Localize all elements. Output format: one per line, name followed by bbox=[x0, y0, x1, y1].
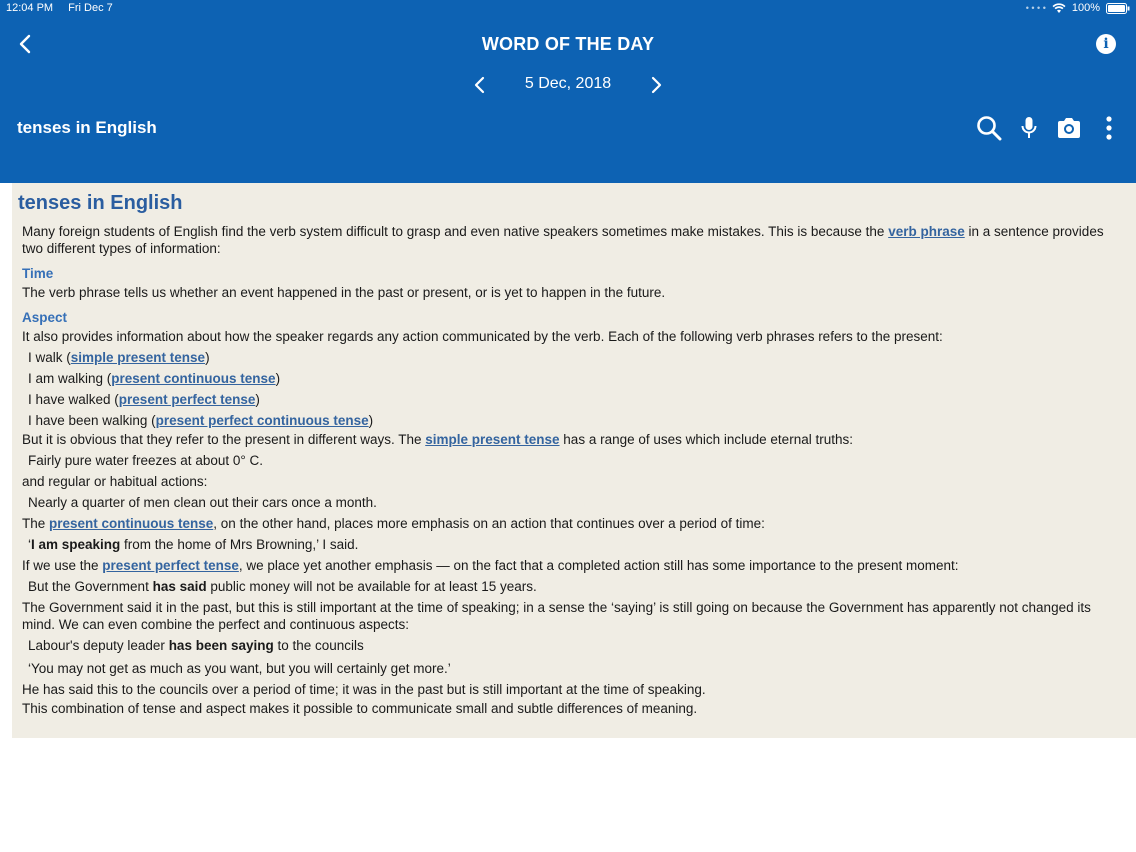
toolbar bbox=[976, 114, 1122, 142]
government-paragraph: The Government said it in the past, but this is still important at the time of speaking; in a sense the ‘saying’ is still going on because the Government has apparently not changed its mind. We can even combine the perfect and continuous aspects: bbox=[22, 600, 1091, 632]
link-present-perfect-tense[interactable]: present perfect tense bbox=[118, 392, 256, 407]
battery-icon bbox=[1106, 3, 1130, 14]
camera-button[interactable] bbox=[1056, 114, 1082, 142]
status-time: 12:04 PM bbox=[6, 2, 54, 14]
voice-search-button[interactable] bbox=[1016, 114, 1042, 142]
search-icon bbox=[976, 115, 1002, 141]
example-item: ‘I am speaking from the home of Mrs Browning,’ I said. bbox=[28, 537, 359, 552]
status-bar-right bbox=[1026, 2, 1130, 14]
search-button[interactable] bbox=[976, 114, 1002, 142]
link-verb-phrase[interactable]: verb phrase bbox=[888, 224, 965, 239]
search-term[interactable]: tenses in English bbox=[17, 118, 157, 137]
top-bar bbox=[0, 0, 1136, 183]
present-continuous-paragraph: The present continuous tense, on the other hand, places more emphasis on an action that continues over a period of time: bbox=[22, 516, 765, 531]
signal-dots-icon: • • • • bbox=[1025, 3, 1046, 13]
battery-percent: 100% bbox=[1071, 2, 1100, 14]
link-simple-present-tense[interactable]: simple present tense bbox=[425, 432, 560, 447]
final-paragraph: This combination of tense and aspect makes it possible to communicate small and subtle differences of meaning. bbox=[22, 701, 698, 716]
camera-icon bbox=[1056, 116, 1082, 140]
simple-present-paragraph: But it is obvious that they refer to the present in different ways. The simple present tense has a range of uses which include eternal truths: bbox=[22, 432, 853, 447]
example-item: Labour's deputy leader has been saying to the councils bbox=[28, 638, 364, 653]
example-item: But the Government has said public money will not be available for at least 15 years. bbox=[28, 579, 537, 594]
more-vertical-icon bbox=[1105, 115, 1113, 141]
next-day-button[interactable] bbox=[646, 74, 666, 96]
status-date: Fri Dec 7 bbox=[68, 2, 113, 14]
example-item: I walk (simple present tense) bbox=[28, 350, 210, 365]
example-item: Fairly pure water freezes at about 0° C. bbox=[28, 453, 264, 468]
aspect-paragraph: It also provides information about how the speaker regards any action communicated by the verb. Each of the following verb phrases refers to the present: bbox=[22, 329, 943, 344]
time-paragraph: The verb phrase tells us whether an event happened in the past or present, or is yet to happen in the future. bbox=[22, 285, 666, 300]
intro-paragraph: Many foreign students of English find the verb system difficult to grasp and even native speakers sometimes make mistakes. This is because the verb phrase in a sentence provides two different types of information: bbox=[22, 224, 1104, 256]
microphone-icon bbox=[1020, 115, 1038, 141]
info-icon[interactable]: i bbox=[1096, 34, 1116, 54]
article-panel bbox=[12, 183, 1136, 738]
link-present-perfect-continuous-tense[interactable]: present perfect continuous tense bbox=[155, 413, 369, 428]
section-heading-time: Time bbox=[22, 266, 54, 281]
example-item: I am walking (present continuous tense) bbox=[28, 371, 281, 386]
more-options-button[interactable] bbox=[1096, 114, 1122, 142]
previous-day-button[interactable] bbox=[470, 74, 490, 96]
example-item: I have been walking (present perfect continuous tense) bbox=[28, 413, 374, 428]
example-item: Nearly a quarter of men clean out their cars once a month. bbox=[28, 495, 377, 510]
said-paragraph: He has said this to the councils over a period of time; it was in the past but is still important at the time of speaking. bbox=[22, 682, 706, 697]
example-item: I have walked (present perfect tense) bbox=[28, 392, 260, 407]
section-heading-aspect: Aspect bbox=[22, 310, 68, 325]
link-present-continuous-tense[interactable]: present continuous tense bbox=[49, 516, 214, 531]
habitual-paragraph: and regular or habitual actions: bbox=[22, 474, 208, 489]
chevron-left-icon bbox=[470, 74, 490, 96]
article-title: tenses in English bbox=[18, 192, 183, 214]
current-date: 5 Dec, 2018 bbox=[524, 75, 612, 92]
chevron-right-icon bbox=[646, 74, 666, 96]
date-navigator bbox=[0, 72, 1136, 98]
page-title: WORD OF THE DAY bbox=[481, 34, 655, 54]
wifi-icon bbox=[1052, 3, 1066, 14]
present-perfect-paragraph: If we use the present perfect tense, we place yet another emphasis — on the fact that a completed action still has some importance to the present moment: bbox=[22, 558, 959, 573]
link-present-perfect-tense[interactable]: present perfect tense bbox=[102, 558, 239, 573]
status-bar-left bbox=[6, 2, 125, 14]
link-simple-present-tense[interactable]: simple present tense bbox=[70, 350, 206, 365]
example-item: ‘You may not get as much as you want, but you will certainly get more.’ bbox=[28, 661, 451, 676]
link-present-continuous-tense[interactable]: present continuous tense bbox=[111, 371, 276, 386]
